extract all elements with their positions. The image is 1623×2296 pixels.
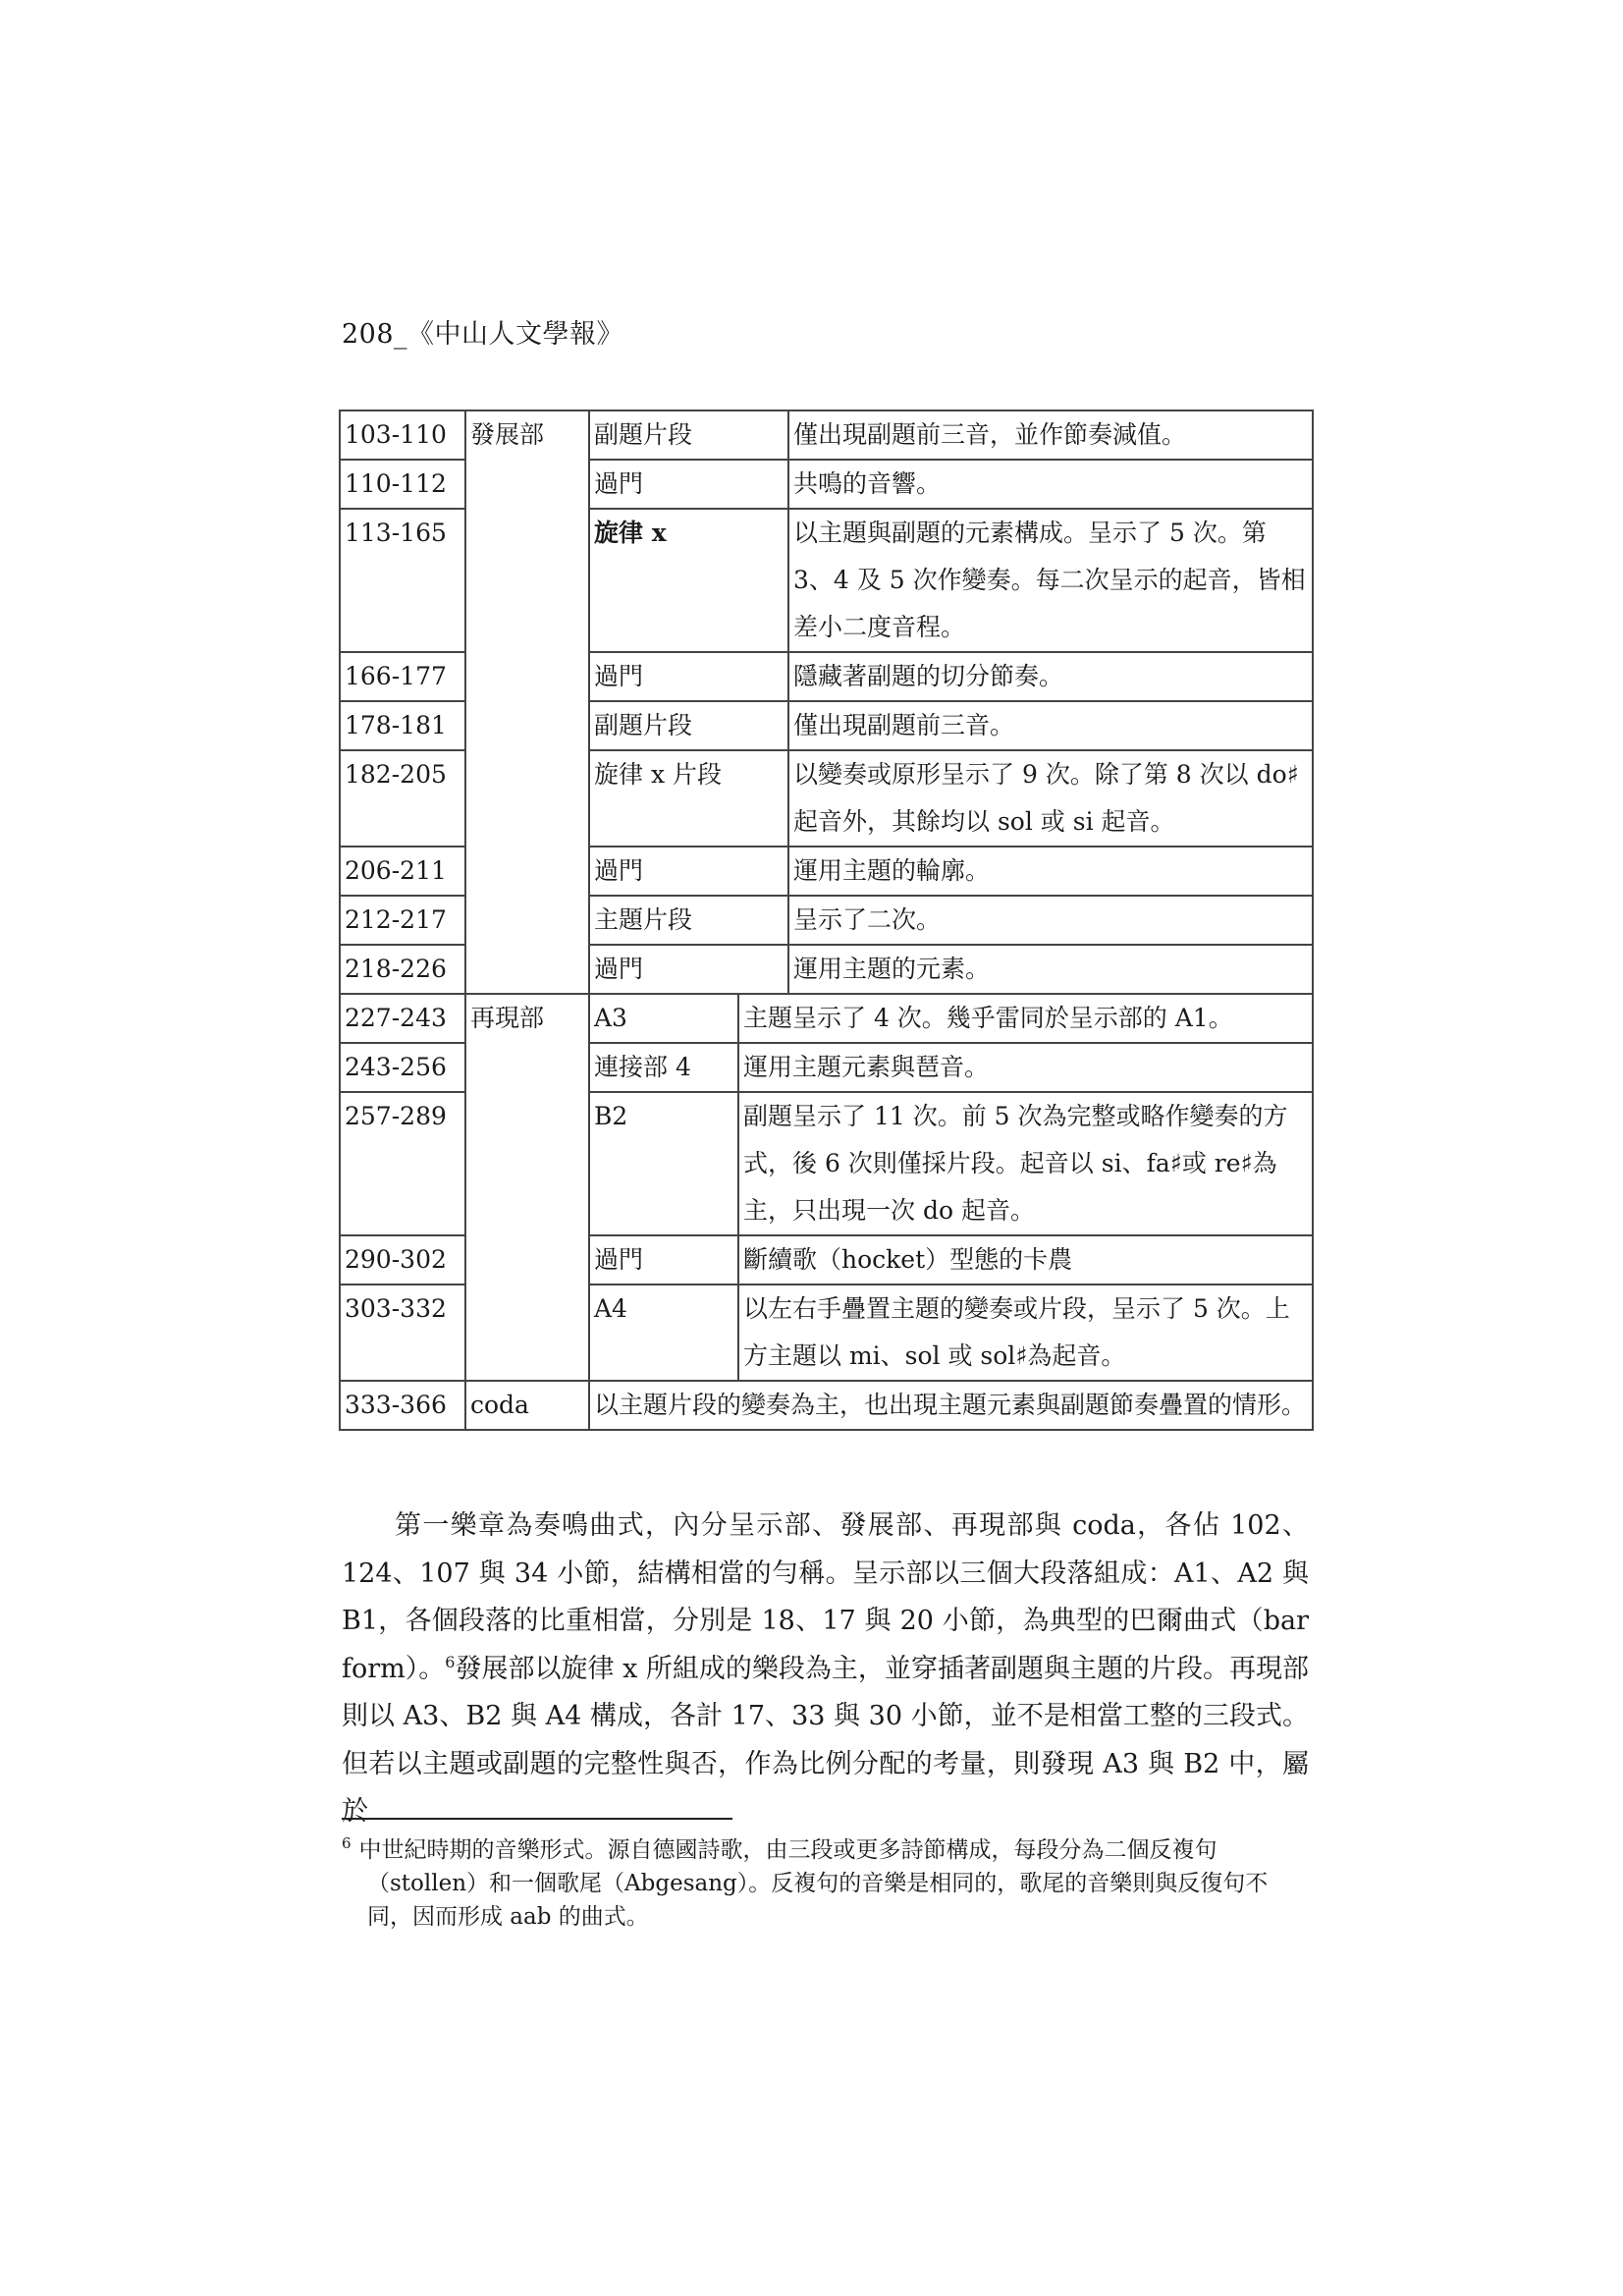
- section-cell-recapitulation: 再現部: [465, 994, 589, 1381]
- footnote-mark: 6: [342, 1834, 352, 1853]
- description-cell: 運用主題的輪廓。: [788, 847, 1313, 896]
- footnote-line-2: （stollen）和一個歌尾（Abgesang）。反複句的音樂是相同的，歌尾的音樂則與反復句不同，因而形成 aab 的曲式。: [367, 1871, 1269, 1930]
- description-cell: 以變奏或原形呈示了 9 次。除了第 8 次以 do♯起音外，其餘均以 sol 或 si 起音。: [788, 750, 1313, 847]
- bars-cell: 178-181: [340, 701, 465, 750]
- description-cell: 以主題與副題的元素構成。呈示了 5 次。第 3、4 及 5 次作變奏。每二次呈示的起音，皆相差小二度音程。: [788, 509, 1313, 652]
- description-cell: 以左右手疊置主題的變奏或片段，呈示了 5 次。上方主題以 mi、sol 或 sol♯為起音。: [738, 1285, 1313, 1381]
- section-cell-coda: coda: [465, 1381, 589, 1430]
- bars-cell: 182-205: [340, 750, 465, 847]
- part-cell: 過門: [589, 847, 788, 896]
- part-cell: 過門: [589, 1235, 738, 1285]
- part-cell: A3: [589, 994, 738, 1043]
- description-cell: 副題呈示了 11 次。前 5 次為完整或略作變奏的方式，後 6 次則僅採片段。起音以 si、fa♯或 re♯為主，只出現一次 do 起音。: [738, 1092, 1313, 1235]
- table-row: [340, 410, 1313, 460]
- footnote-divider: [342, 1818, 732, 1820]
- footnote-reference: 6: [445, 1652, 456, 1671]
- part-cell: 連接部 4: [589, 1043, 738, 1092]
- body-paragraph: [342, 1503, 1309, 1836]
- description-cell: 共鳴的音響。: [788, 460, 1313, 509]
- running-header: 208_《中山人文學報》: [342, 319, 624, 350]
- part-cell: 主題片段: [589, 896, 788, 945]
- description-cell: 僅出現副題前三音。: [788, 701, 1313, 750]
- table-row: [340, 994, 1313, 1043]
- bars-cell: 243-256: [340, 1043, 465, 1092]
- footnote-line-1: 中世紀時期的音樂形式。源自德國詩歌，由三段或更多詩節構成，每段分為二個反複句: [358, 1837, 1217, 1863]
- part-cell: 副題片段: [589, 701, 788, 750]
- description-cell: 隱藏著副題的切分節奏。: [788, 652, 1313, 701]
- part-cell: 副題片段: [589, 410, 788, 460]
- part-cell: A4: [589, 1285, 738, 1381]
- description-cell: 僅出現副題前三音，並作節奏減值。: [788, 410, 1313, 460]
- part-cell: 旋律 x: [589, 509, 788, 652]
- bars-cell: 257-289: [340, 1092, 465, 1235]
- section-cell-development: 發展部: [465, 410, 589, 994]
- bars-cell: 333-366: [340, 1381, 465, 1430]
- part-cell: 過門: [589, 652, 788, 701]
- description-cell: 以主題片段的變奏為主，也出現主題元素與副題節奏疊置的情形。: [589, 1381, 1313, 1430]
- paragraph-part-2: 發展部以旋律 x 所組成的樂段為主，並穿插著副題與主題的片段。再現部則以 A3、B2 與 A4 構成，各計 17、33 與 30 小節，並不是相當工整的三段式。但若以主題或副題的完整性與否，作為比例分配的考量，則發現 A3 與 B2 中，屬於: [342, 1653, 1310, 1827]
- bars-cell: 113-165: [340, 509, 465, 652]
- movement-structure-table: [339, 410, 1314, 1431]
- table-row: [340, 1381, 1313, 1430]
- description-cell: 斷續歌（hocket）型態的卡農: [738, 1235, 1313, 1285]
- description-cell: 主題呈示了 4 次。幾乎雷同於呈示部的 A1。: [738, 994, 1313, 1043]
- bars-cell: 303-332: [340, 1285, 465, 1381]
- paragraph-text: [342, 1503, 1309, 1836]
- description-cell: 運用主題元素與琶音。: [738, 1043, 1313, 1092]
- part-cell: B2: [589, 1092, 738, 1235]
- bars-cell: 290-302: [340, 1235, 465, 1285]
- part-cell: 過門: [589, 460, 788, 509]
- paragraph-part-1: 第一樂章為奏鳴曲式，內分呈示部、發展部、再現部與 coda，各佔 102、124、107 與 34 小節，結構相當的勻稱。呈示部以三個大段落組成：A1、A2 與 B1，各個段落的比重相當，分別是 18、17 與 20 小節，為典型的巴爾曲式（bar form）。: [342, 1510, 1309, 1684]
- bars-cell: 227-243: [340, 994, 465, 1043]
- bars-cell: 103-110: [340, 410, 465, 460]
- bars-cell: 218-226: [340, 945, 465, 994]
- bars-cell: 110-112: [340, 460, 465, 509]
- bars-cell: 212-217: [340, 896, 465, 945]
- bars-cell: 166-177: [340, 652, 465, 701]
- part-cell: 旋律 x 片段: [589, 750, 788, 847]
- part-cell: 過門: [589, 945, 788, 994]
- bars-cell: 206-211: [340, 847, 465, 896]
- footnote: [342, 1833, 1309, 1934]
- description-cell: 運用主題的元素。: [788, 945, 1313, 994]
- description-cell: 呈示了二次。: [788, 896, 1313, 945]
